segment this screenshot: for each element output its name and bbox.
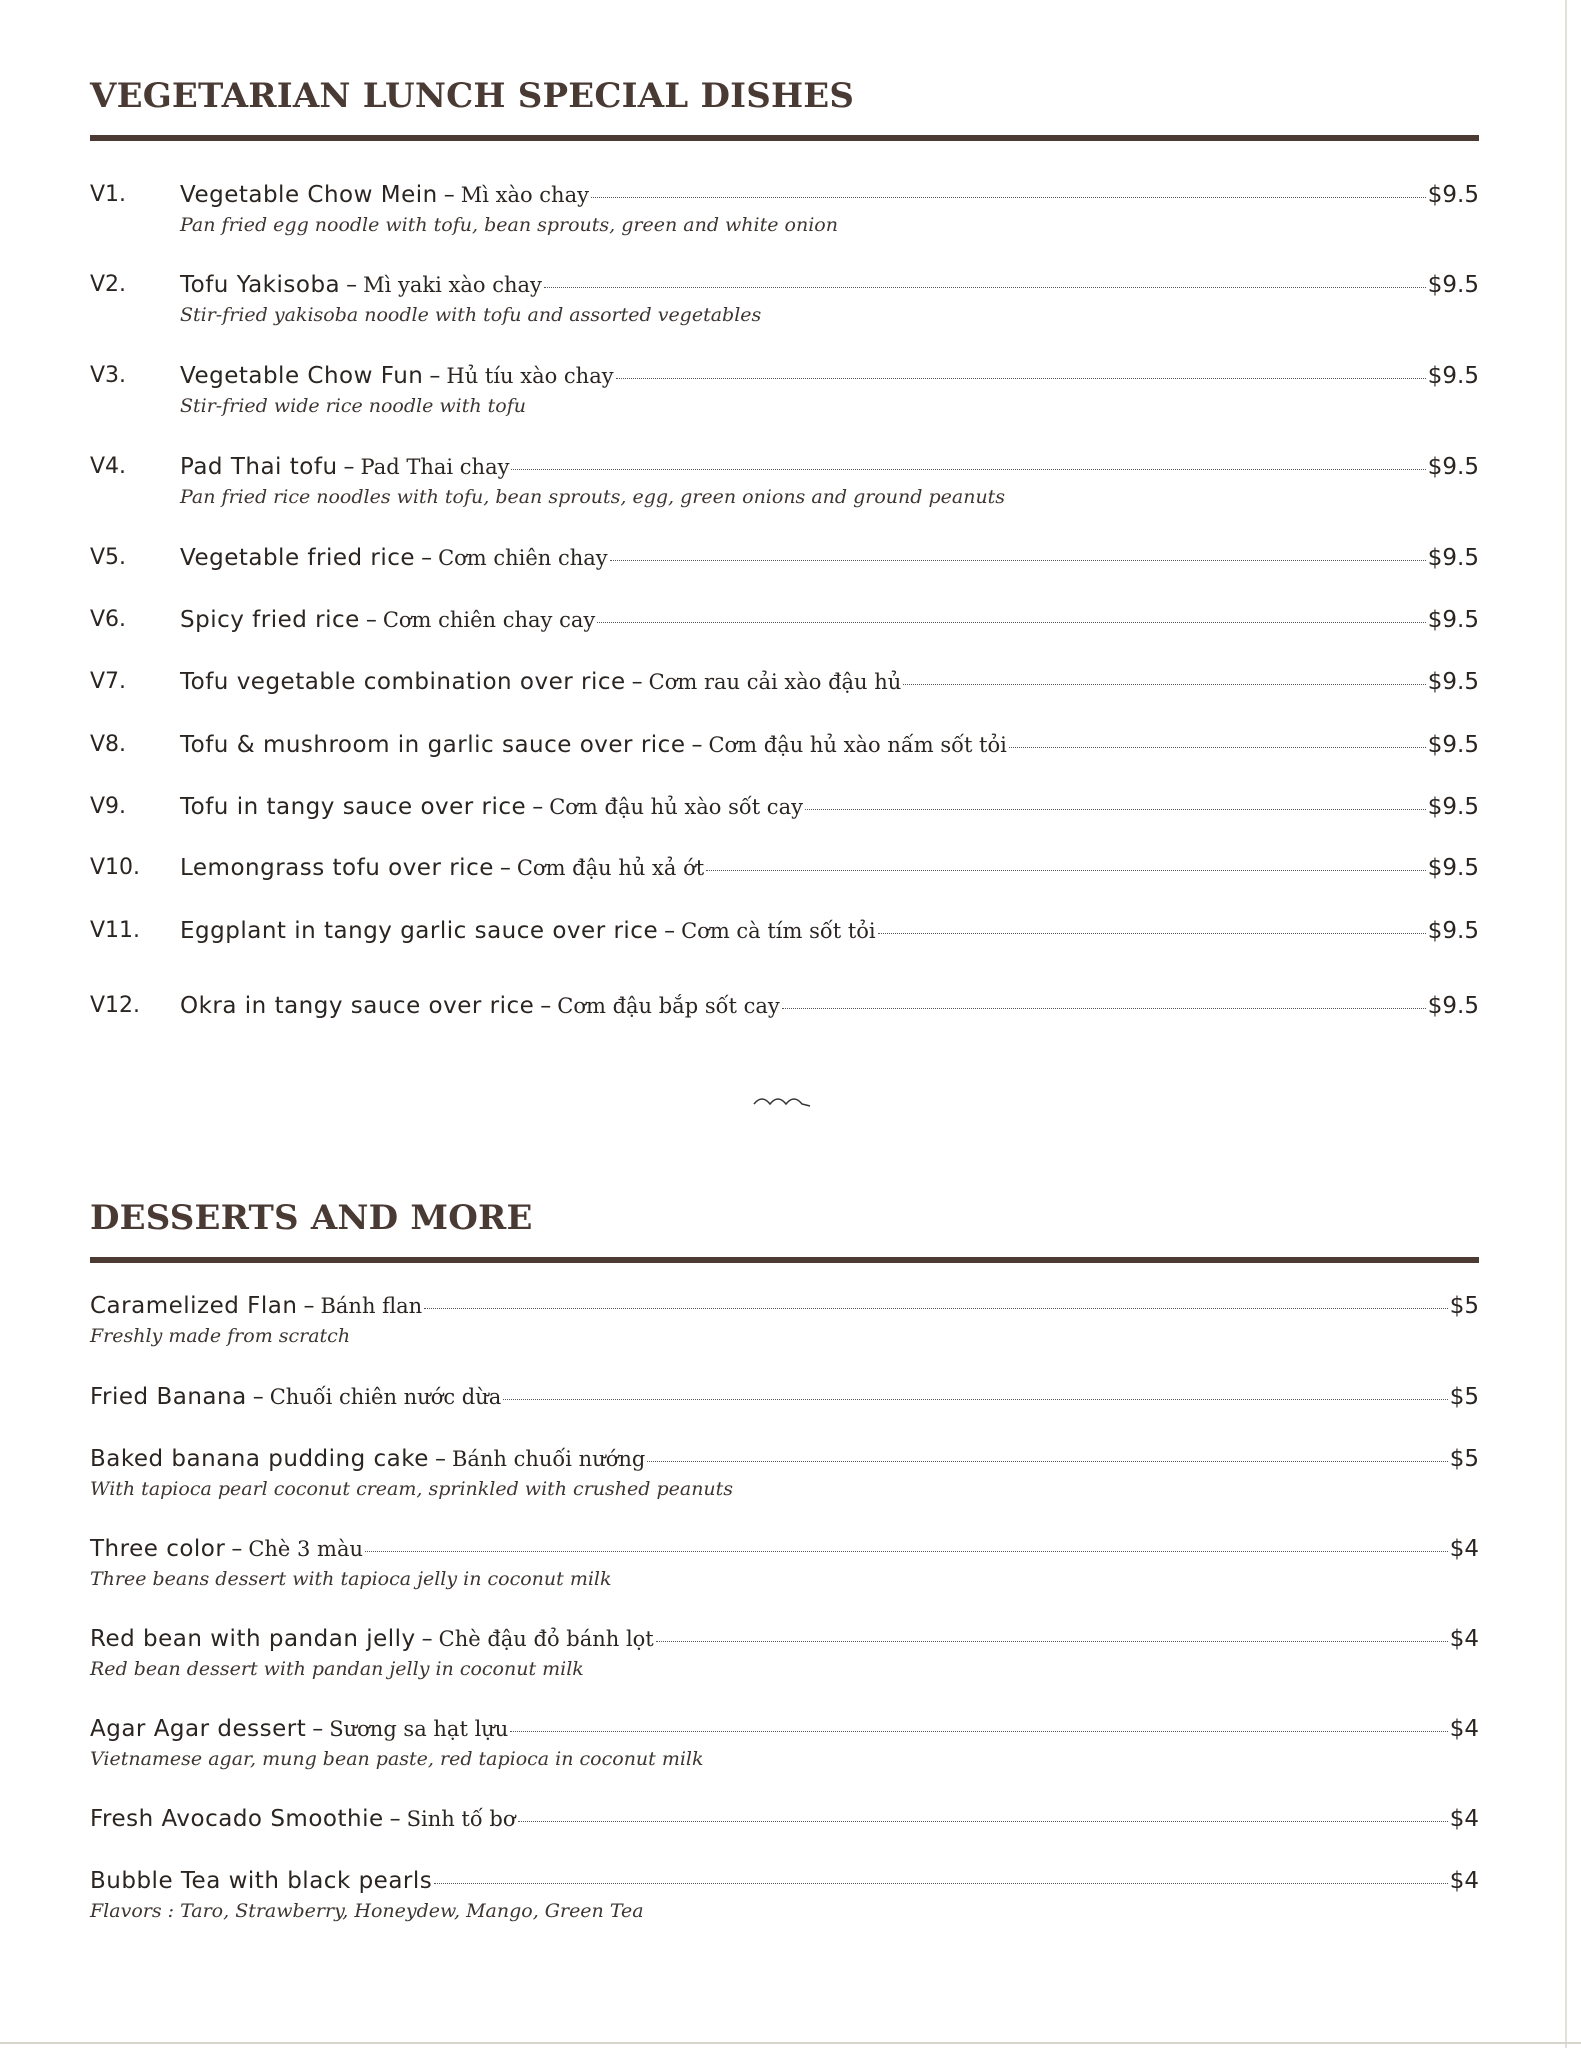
item-line bbox=[90, 1626, 1479, 1652]
item-description: Stir-fried yakisoba noodle with tofu and assorted vegetables bbox=[180, 304, 762, 326]
dot-leader bbox=[365, 1551, 1448, 1552]
item-price: $4 bbox=[1449, 1716, 1479, 1742]
item-name: Fried Banana bbox=[90, 1384, 247, 1410]
item-name: Eggplant in tangy garlic sauce over rice bbox=[180, 918, 659, 944]
item-name: Spicy fried rice bbox=[180, 607, 360, 633]
item-price: $9.5 bbox=[1427, 454, 1479, 480]
item-line bbox=[180, 794, 1479, 820]
dot-leader bbox=[706, 870, 1426, 871]
item-vietnamese-name: Chè 3 màu bbox=[248, 1537, 364, 1561]
item-price: $4 bbox=[1449, 1868, 1479, 1894]
item-description: Stir-fried wide rice noodle with tofu bbox=[180, 395, 526, 417]
item-price: $4 bbox=[1449, 1626, 1479, 1652]
dot-leader bbox=[503, 1399, 1447, 1400]
item-vietnamese-name: Bánh chuối nướng bbox=[451, 1447, 646, 1471]
item-price: $9.5 bbox=[1427, 855, 1479, 881]
item-price: $5 bbox=[1449, 1446, 1479, 1472]
item-vietnamese-name: Cơm đậu hủ xào sốt cay bbox=[549, 795, 803, 819]
item-price: $9.5 bbox=[1427, 272, 1479, 298]
item-line bbox=[90, 1384, 1479, 1410]
item-name: Red bean with pandan jelly bbox=[90, 1626, 416, 1652]
item-separator: – bbox=[312, 1717, 324, 1742]
item-name: Fresh Avocado Smoothie bbox=[90, 1806, 384, 1832]
item-separator: – bbox=[252, 1385, 264, 1410]
item-name: Tofu in tangy sauce over rice bbox=[180, 794, 527, 820]
section-rule-vegetarian bbox=[90, 135, 1479, 141]
item-line bbox=[180, 607, 1479, 633]
item-name: Okra in tangy sauce over rice bbox=[180, 993, 535, 1019]
item-price: $9.5 bbox=[1427, 993, 1479, 1019]
item-code: V11. bbox=[90, 918, 141, 943]
item-line bbox=[90, 1293, 1479, 1319]
item-name: Tofu Yakisoba bbox=[180, 272, 341, 298]
dot-leader bbox=[544, 287, 1426, 288]
item-line bbox=[180, 669, 1479, 695]
item-separator: – bbox=[346, 273, 358, 298]
item-price: $9.5 bbox=[1427, 363, 1479, 389]
dot-leader bbox=[597, 622, 1426, 623]
item-separator: – bbox=[443, 183, 455, 208]
item-description: Freshly made from scratch bbox=[90, 1325, 351, 1347]
item-price: $5 bbox=[1449, 1293, 1479, 1319]
item-line bbox=[180, 545, 1479, 571]
item-price: $9.5 bbox=[1427, 182, 1479, 208]
item-description: Flavors : Taro, Strawberry, Honeydew, Mango, Green Tea bbox=[90, 1900, 644, 1922]
item-vietnamese-name: Bánh flan bbox=[320, 1294, 423, 1318]
item-vietnamese-name: Mì yaki xào chay bbox=[363, 273, 542, 297]
item-name: Tofu & mushroom in garlic sauce over rice bbox=[180, 732, 686, 758]
item-code: V12. bbox=[90, 993, 141, 1018]
item-code: V6. bbox=[90, 607, 127, 632]
dot-leader bbox=[616, 378, 1426, 379]
section-rule-desserts bbox=[90, 1257, 1479, 1263]
wave-ornament-icon bbox=[752, 1090, 816, 1110]
item-line bbox=[180, 855, 1479, 881]
item-vietnamese-name: Sinh tố bơ bbox=[406, 1807, 516, 1831]
item-vietnamese-name: Chè đậu đỏ bánh lọt bbox=[438, 1627, 654, 1651]
item-vietnamese-name: Hủ tíu xào chay bbox=[446, 364, 614, 388]
item-separator: – bbox=[389, 1807, 401, 1832]
item-separator: – bbox=[421, 1627, 433, 1652]
dot-leader bbox=[805, 809, 1426, 810]
item-vietnamese-name: Sương sa hạt lựu bbox=[329, 1717, 509, 1741]
item-name: Vegetable fried rice bbox=[180, 545, 416, 571]
item-line bbox=[180, 363, 1479, 389]
item-separator: – bbox=[631, 670, 643, 695]
dot-leader bbox=[511, 469, 1425, 470]
item-code: V3. bbox=[90, 363, 127, 388]
item-vietnamese-name: Mì xào chay bbox=[460, 183, 589, 207]
item-vietnamese-name: Chuối chiên nước dừa bbox=[269, 1385, 502, 1409]
item-vietnamese-name: Cơm rau cải xào đậu hủ bbox=[648, 670, 902, 694]
item-name: Vegetable Chow Fun bbox=[180, 363, 424, 389]
item-line bbox=[90, 1868, 1479, 1894]
dot-leader bbox=[878, 933, 1426, 934]
item-vietnamese-name: Cơm đậu hủ xào nấm sốt tỏi bbox=[708, 733, 1007, 757]
item-separator: – bbox=[540, 994, 552, 1019]
dot-leader bbox=[510, 1731, 1447, 1732]
dot-leader bbox=[518, 1821, 1448, 1822]
item-price: $9.5 bbox=[1427, 545, 1479, 571]
item-vietnamese-name: Cơm đậu bắp sốt cay bbox=[557, 994, 780, 1018]
dot-leader bbox=[610, 560, 1426, 561]
item-code: V5. bbox=[90, 545, 127, 570]
item-code: V2. bbox=[90, 272, 127, 297]
item-description: Three beans dessert with tapioca jelly in coconut milk bbox=[90, 1568, 612, 1590]
item-description: Vietnamese agar, mung bean paste, red tapioca in coconut milk bbox=[90, 1748, 704, 1770]
item-line bbox=[180, 454, 1479, 480]
item-name: Baked banana pudding cake bbox=[90, 1446, 429, 1472]
item-price: $9.5 bbox=[1427, 732, 1479, 758]
item-description: Red bean dessert with pandan jelly in coconut milk bbox=[90, 1658, 584, 1680]
item-name: Vegetable Chow Mein bbox=[180, 182, 438, 208]
item-vietnamese-name: Cơm đậu hủ xả ớt bbox=[516, 856, 705, 880]
item-description: Pan fried egg noodle with tofu, bean sprouts, green and white onion bbox=[180, 214, 838, 236]
dot-leader bbox=[903, 684, 1425, 685]
item-vietnamese-name: Cơm cà tím sốt tỏi bbox=[681, 919, 876, 943]
item-line bbox=[90, 1806, 1479, 1832]
item-price: $9.5 bbox=[1427, 669, 1479, 695]
item-description: With tapioca pearl coconut cream, sprinkled with crushed peanuts bbox=[90, 1478, 734, 1500]
dot-leader bbox=[656, 1641, 1448, 1642]
item-line bbox=[180, 993, 1479, 1019]
item-name: Bubble Tea with black pearls bbox=[90, 1868, 433, 1894]
item-price: $9.5 bbox=[1427, 794, 1479, 820]
item-name: Caramelized Flan bbox=[90, 1293, 298, 1319]
item-line bbox=[90, 1536, 1479, 1562]
dot-leader bbox=[424, 1308, 1448, 1309]
item-code: V10. bbox=[90, 855, 141, 880]
item-separator: – bbox=[231, 1537, 243, 1562]
item-line bbox=[180, 918, 1479, 944]
item-separator: – bbox=[532, 795, 544, 820]
item-price: $9.5 bbox=[1427, 918, 1479, 944]
item-separator: – bbox=[343, 455, 355, 480]
dot-leader bbox=[782, 1008, 1426, 1009]
section-title-desserts: DESSERTS AND MORE bbox=[90, 1198, 533, 1238]
item-vietnamese-name: Pad Thai chay bbox=[360, 455, 510, 479]
item-separator: – bbox=[499, 856, 511, 881]
item-separator: – bbox=[429, 364, 441, 389]
item-code: V4. bbox=[90, 454, 127, 479]
item-price: $9.5 bbox=[1427, 607, 1479, 633]
item-price: $4 bbox=[1449, 1806, 1479, 1832]
item-separator: – bbox=[434, 1447, 446, 1472]
item-line bbox=[90, 1716, 1479, 1742]
item-separator: – bbox=[664, 919, 676, 944]
item-vietnamese-name: Cơm chiên chay cay bbox=[382, 608, 596, 632]
item-price: $4 bbox=[1449, 1536, 1479, 1562]
dot-leader bbox=[434, 1883, 1447, 1884]
item-separator: – bbox=[365, 608, 377, 633]
item-code: V1. bbox=[90, 182, 127, 207]
item-line bbox=[180, 182, 1479, 208]
item-name: Pad Thai tofu bbox=[180, 454, 338, 480]
dot-leader bbox=[591, 197, 1426, 198]
page-edge bbox=[1565, 0, 1567, 2048]
item-price: $5 bbox=[1449, 1384, 1479, 1410]
item-line bbox=[180, 732, 1479, 758]
dot-leader bbox=[1009, 747, 1426, 748]
item-description: Pan fried rice noodles with tofu, bean sprouts, egg, green onions and ground peanuts bbox=[180, 486, 1006, 508]
section-title-vegetarian: VEGETARIAN LUNCH SPECIAL DISHES bbox=[90, 76, 855, 116]
page-bottom-edge bbox=[0, 2042, 1581, 2044]
item-name: Three color bbox=[90, 1536, 226, 1562]
item-name: Lemongrass tofu over rice bbox=[180, 855, 494, 881]
item-separator: – bbox=[691, 733, 703, 758]
item-code: V7. bbox=[90, 669, 127, 694]
item-line bbox=[90, 1446, 1479, 1472]
item-name: Agar Agar dessert bbox=[90, 1716, 307, 1742]
item-code: V8. bbox=[90, 732, 127, 757]
item-separator: – bbox=[303, 1294, 315, 1319]
dot-leader bbox=[647, 1461, 1447, 1462]
item-name: Tofu vegetable combination over rice bbox=[180, 669, 626, 695]
item-code: V9. bbox=[90, 794, 127, 819]
item-line bbox=[180, 272, 1479, 298]
item-separator: – bbox=[421, 546, 433, 571]
item-vietnamese-name: Cơm chiên chay bbox=[438, 546, 608, 570]
